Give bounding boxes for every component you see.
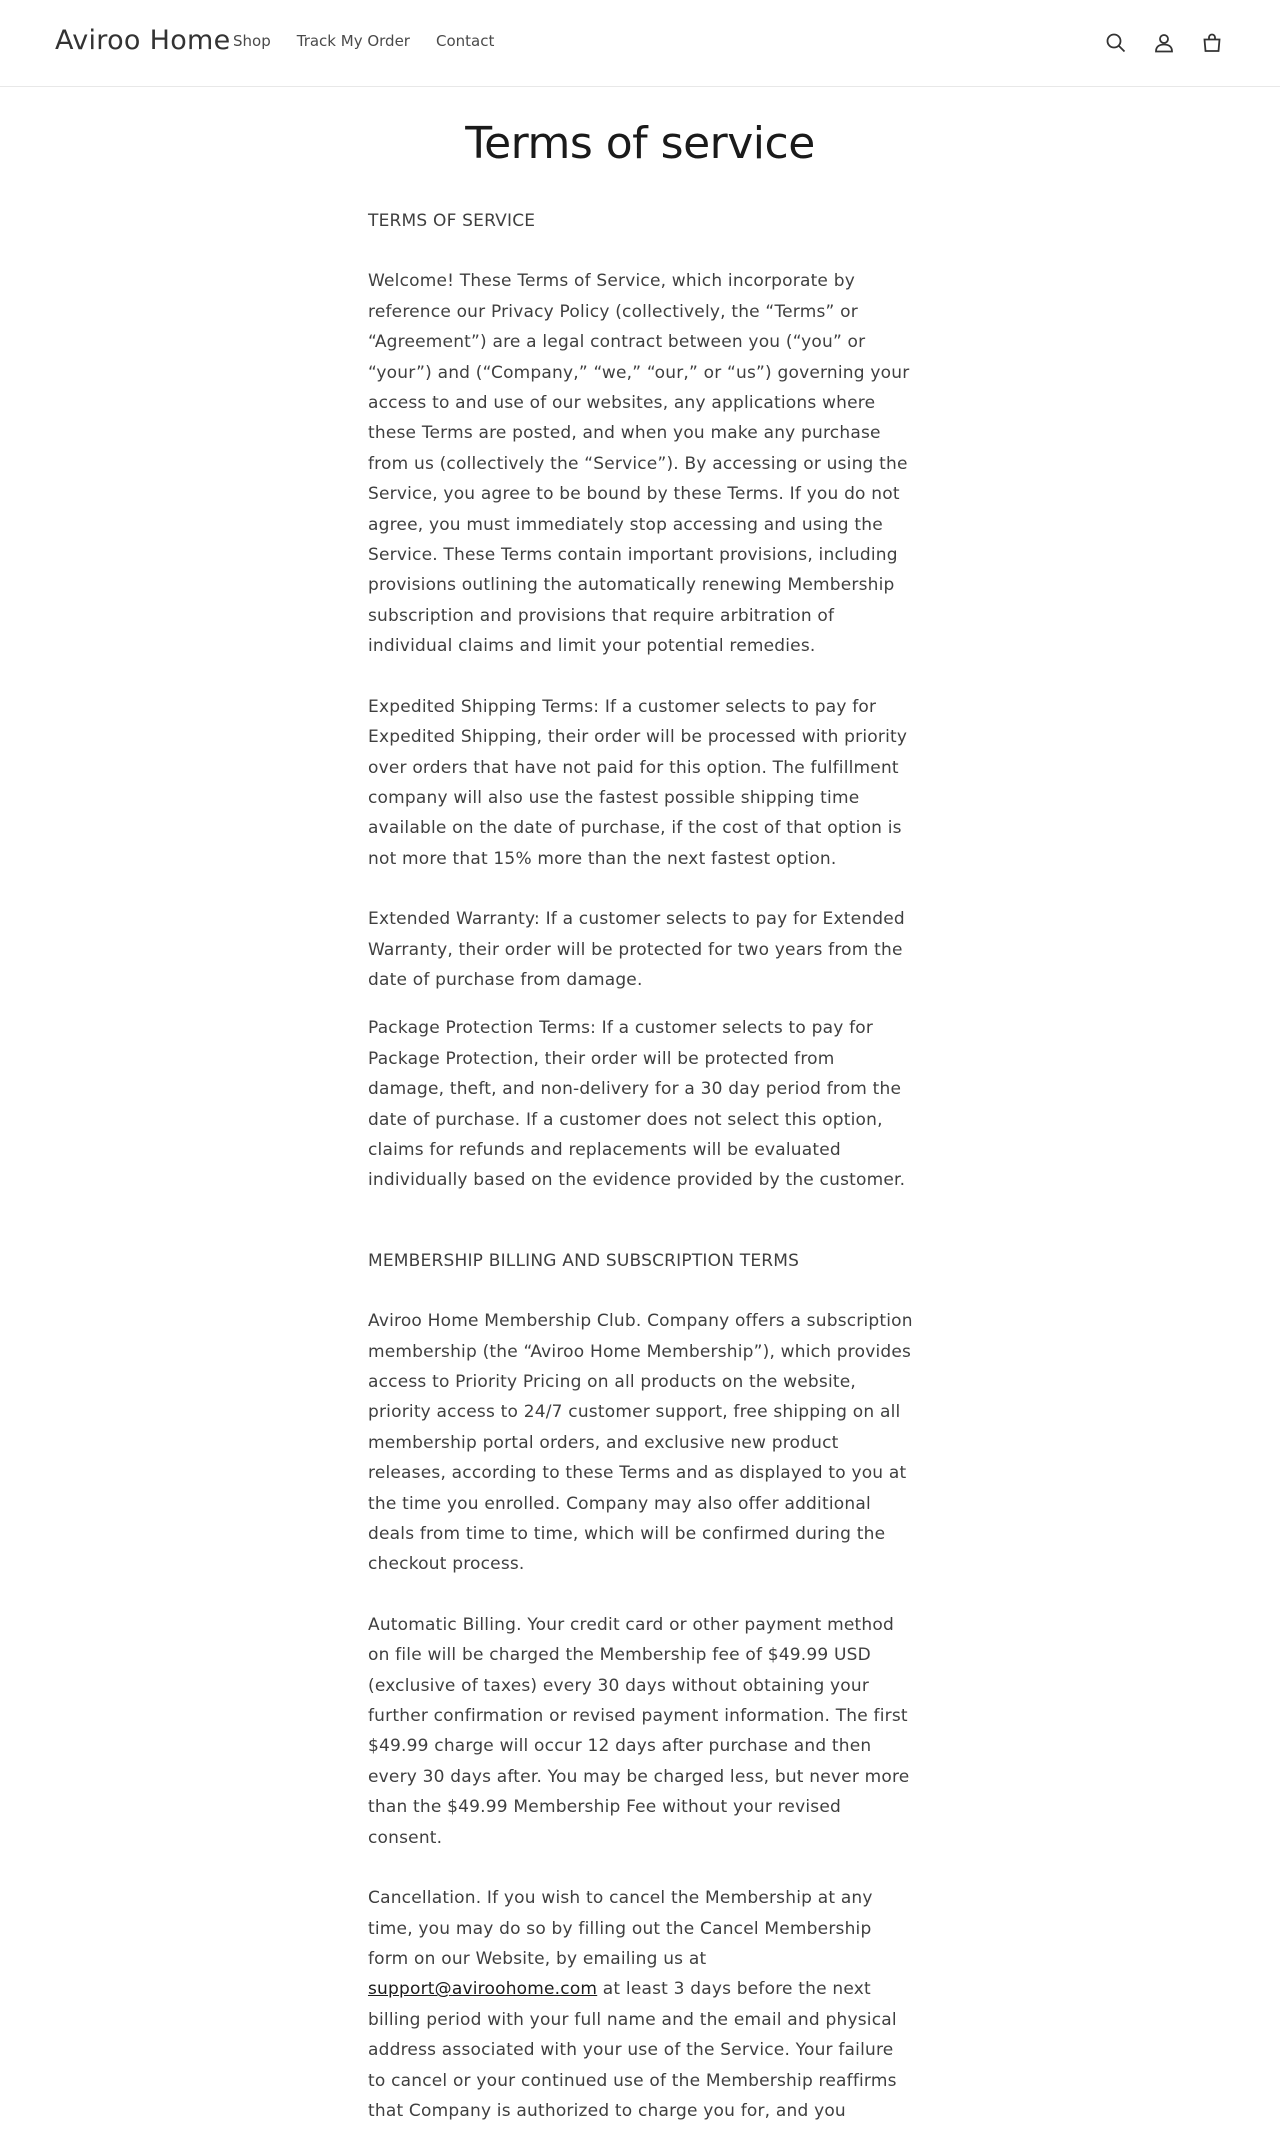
header-icons: [1102, 29, 1226, 57]
account-icon[interactable]: [1150, 29, 1178, 57]
extended-warranty-paragraph: Extended Warranty: If a customer selects to pay for Extended Warranty, their order will be protected for two years from the date of purchase from damage.: [368, 909, 905, 990]
nav-track-my-order[interactable]: Track My Order: [296, 32, 410, 50]
welcome-paragraph: Welcome! These Terms of Service, which incorporate by reference our Privacy Policy (collectively, the “Terms” or “Agreement”) are a legal contract between you (“you” or “your”) and (“Company,” “we,” “our,” or “us”) governing your access to and use of our websites, any applications where these Terms are posted, and when you make any purchase from us (collectively the “Service”). By accessing or using the Service, you agree to be bound by these Terms. If you do not agree, you must immediately stop accessing and using the Service. These Terms contain important provisions, including provisions outlining the automatically renewing Membership subscription and provisions that require arbitration of individual claims and limit your potential remedies.: [368, 271, 910, 657]
site-logo[interactable]: Aviroo Home: [55, 25, 231, 56]
membership-club-paragraph: Aviroo Home Membership Club. Company offers a subscription membership (the “Aviroo Home Membership”), which provides access to Priority Pricing on all products on the website, priority access to 24/7 customer support, free shipping on all membership portal orders, and exclusive new product releases, according to these Terms and as displayed to you at the time you enrolled. Company may also offer additional deals from time to time, which will be confirmed during the checkout process.: [368, 1311, 913, 1575]
search-icon[interactable]: [1102, 29, 1130, 57]
automatic-billing-paragraph: Automatic Billing. Your credit card or other payment method on file will be charged the Membership fee of $49.99 USD (exclusive of taxes) every 30 days without obtaining your further confirmation or revised payment information. The first $49.99 charge will occur 12 days after purchase and then every 30 days after. You may be charged less, but never more than the $49.99 Membership Fee without your revised consent.: [368, 1614, 910, 1848]
site-header: [0, 0, 1280, 87]
page-title: Terms of service: [465, 118, 815, 169]
terms-content: [368, 206, 916, 2156]
terms-heading: TERMS OF SERVICE: [368, 211, 536, 231]
cancellation-text-start: Cancellation. If you wish to cancel the Membership at any time, you may do so by filling out the Cancel Membership form on our Website, by emailing us at: [368, 1888, 873, 1969]
nav-contact[interactable]: Contact: [435, 32, 495, 50]
cancellation-paragraph: [368, 1883, 916, 2126]
membership-heading: MEMBERSHIP BILLING AND SUBSCRIPTION TERMS: [368, 1250, 800, 1271]
main-nav: [233, 32, 494, 50]
nav-shop[interactable]: Shop: [233, 32, 271, 50]
cart-icon[interactable]: [1198, 29, 1226, 57]
cancellation-text-end: at least 3 days before the next billing period with your full name and the email and physical address associated with your use of the Service. Your failure to cancel or your continued use of the Membership reaffirms that Company is authorized to charge you for, and you: [368, 1979, 897, 2121]
support-email-link[interactable]: support@aviroohome.com: [368, 1979, 598, 2000]
expedited-shipping-paragraph: Expedited Shipping Terms: If a customer selects to pay for Expedited Shipping, their order will be processed with priority over orders that have not paid for this option. The fulfillment company will also use the fastest possible shipping time available on the date of purchase, if the cost of that option is not more that 15% more than the next fastest option.: [368, 696, 908, 869]
package-protection-paragraph: Package Protection Terms: If a customer selects to pay for Package Protection, their order will be protected from damage, theft, and non-delivery for a 30 day period from the date of purchase. If a customer does not select this option, claims for refunds and replacements will be evaluated individually based on the evidence provided by the customer.: [368, 1018, 906, 1191]
